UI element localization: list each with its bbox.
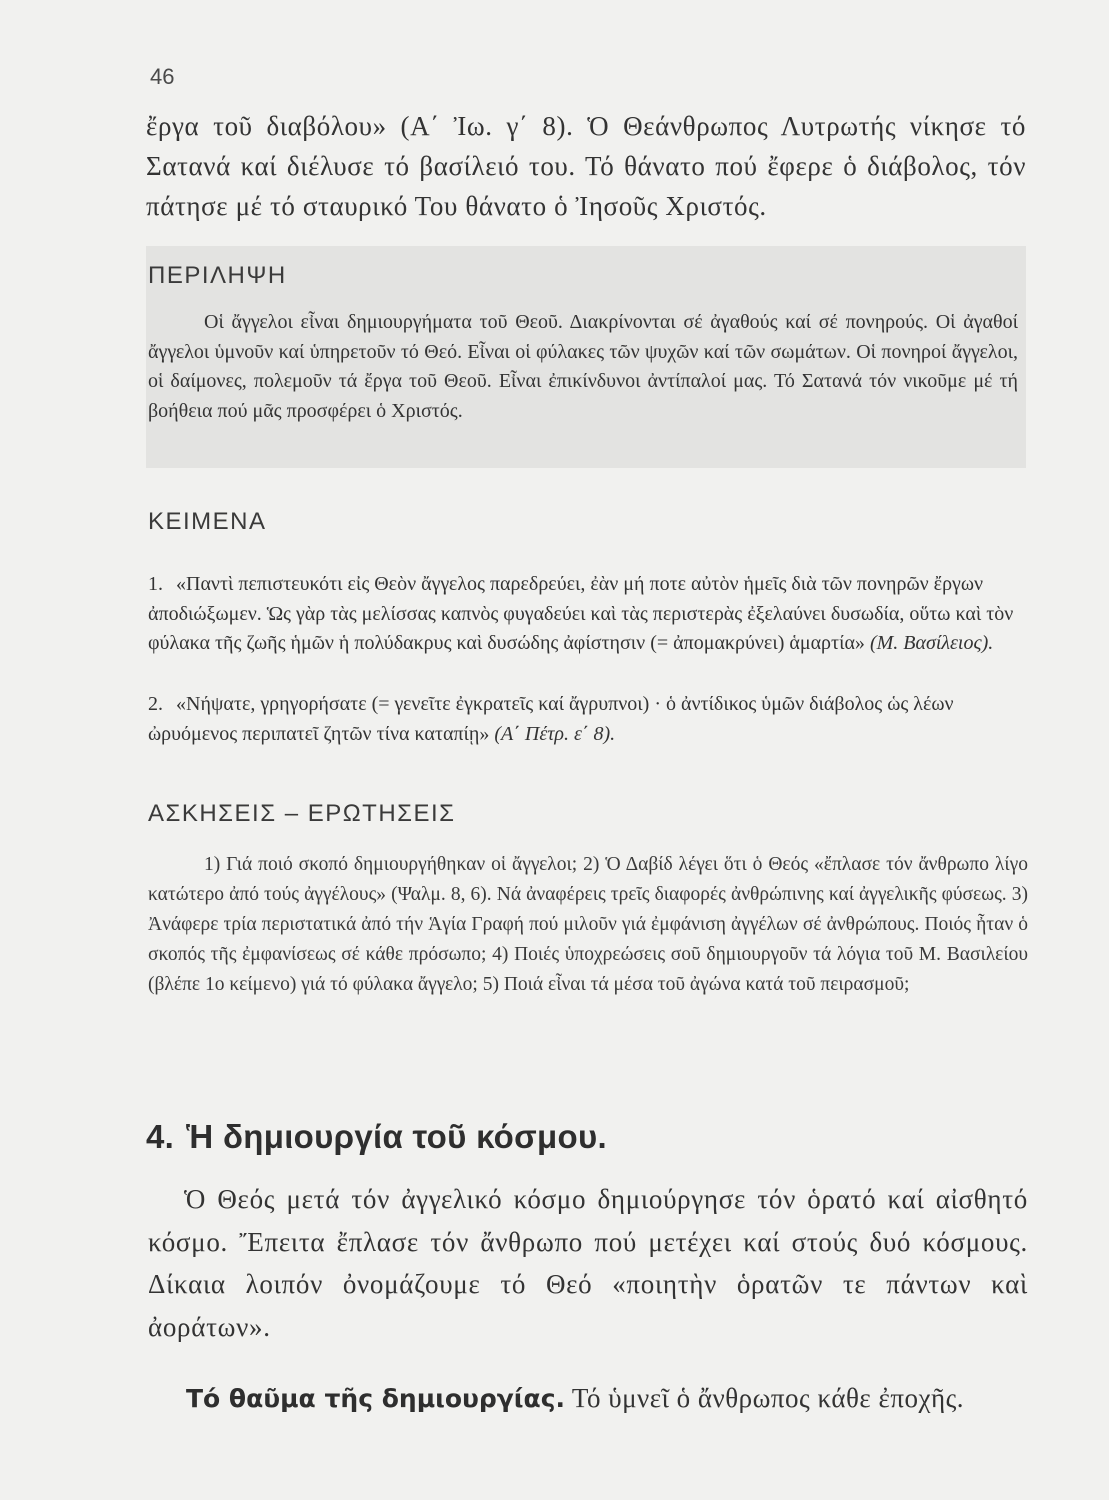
- wonder-text: Τό ὑμνεῖ ὁ ἄνθρωπος κάθε ἐποχῆς.: [571, 1383, 965, 1413]
- text-item-citation: (Μ. Βασίλειος).: [869, 632, 994, 654]
- chapter-title-text: Ἡ δημιουργία τοῦ κόσμου.: [186, 1118, 607, 1155]
- text-item-number: 1.: [148, 573, 163, 595]
- text-item-body: «Νήψατε, γρηγορήσατε (= γενεῖτε ἐγκρατεῖς καί ἄγρυπνοι) · ὁ ἀντίδικος ὑμῶν διάβολος ὡς λέων ὠρυόμενος περιπατεῖ ζητῶν τίνα καταπίῃ»: [148, 693, 954, 745]
- chapter-number: 4.: [146, 1118, 175, 1155]
- chapter-paragraph: Ὁ Θεός μετά τόν ἀγγελικό κόσμο δημιούργησε τόν ὁρατό καί αἰσθητό κόσμο. Ἔπειτα ἔπλασε τόν ἄνθρωπο πού μετέχει καί στούς δυό κόσμους. Δίκαια λοιπόν ὀνομάζουμε τό Θεό «ποιητὴν ὁρατῶν τε πάντων καὶ ἀοράτων».: [148, 1184, 1028, 1342]
- text-item-1: [148, 570, 1028, 659]
- wonder-lead: Τό θαῦμα τῆς δημιουργίας.: [186, 1384, 566, 1413]
- texts-heading: ΚΕΙΜΕΝΑ: [148, 508, 267, 535]
- text-item-number: 2.: [148, 693, 163, 715]
- chapter-title: [146, 1118, 607, 1156]
- wonder-paragraph: [186, 1378, 1036, 1419]
- text-item-citation: (Α΄ Πέτρ. ε΄ 8).: [494, 722, 616, 745]
- summary-text: Οἱ ἄγγελοι εἶναι δημιουργήματα τοῦ Θεοῦ. Διακρίνονται σέ ἀγαθούς καί σέ πονηρούς. Οἱ ἀγαθοί ἄγγελοι ὑμνοῦν καί ὑπηρετοῦν τό Θεό. Εἶναι οἱ φύλακες τῶν ψυχῶν καί τῶν σωμάτων. Οἱ πονηροί ἄγγελοι, οἱ δαίμονες, πολεμοῦν τά ἔργα τοῦ Θεοῦ. Εἶναι ἐπικίνδυνοι ἀντίπαλοί μας. Τό Σατανά τόν νικοῦμε μέ τή βοήθεια πού μᾶς προσφέρει ὁ Χριστός.: [148, 311, 1018, 422]
- text-item-2: [148, 690, 1028, 749]
- exercises-heading: ΑΣΚΗΣΕΙΣ – ΕΡΩΤΗΣΕΙΣ: [148, 800, 456, 827]
- text-item-body: «Παντὶ πεπιστευκότι εἰς Θεὸν ἄγγελος παρεδρεύει, ἐὰν μή ποτε αὐτὸν ἡμεῖς διὰ τῶν πονηρῶν ἔργων ἀποδιώξωμεν. Ὡς γὰρ τὰς μελίσσας καπνὸς φυγαδεύει καὶ τὰς περιστερὰς ἐξελαύνει δυσωδία, οὕτω καὶ τὸν φύλακα τῆς ζωῆς ἡμῶν ἡ πολύδακρυς καὶ δυσώδης ἀφίστησιν (= ἀπομακρύνει) ἁμαρτία»: [148, 573, 1014, 654]
- page-number: 46: [150, 64, 175, 89]
- intro-paragraph: ἔργα τοῦ διαβόλου» (Α΄ Ἰω. γ΄ 8). Ὁ Θεάνθρωπος Λυτρωτής νίκησε τό Σατανά καί διέλυσε τό βασίλειό του. Τό θάνατο πού ἔφερε ὁ διάβολος, τόν πάτησε μέ τό σταυρικό Του θάνατο ὁ Ἰησοῦς Χριστός.: [146, 111, 1026, 221]
- exercises-text: 1) Γιά ποιό σκοπό δημιουργήθηκαν οἱ ἄγγελοι; 2) Ὁ Δαβίδ λέγει ὅτι ὁ Θεός «ἔπλασε τόν ἄνθρωπο λίγο κατώτερο ἀπό τούς ἀγγέλους» (Ψαλμ. 8, 6). Νά ἀναφέρεις τρεῖς διαφορές ἀνθρώπινης καί ἀγγελικῆς φύσεως. 3) Ἀνάφερε τρία περιστατικά ἀπό τήν Ἁγία Γραφή πού μιλοῦν γιά ἐμφάνιση ἀγγέλων σέ ἀνθρώπους. Ποιός ἦταν ὁ σκοπός τῆς ἐμφανίσεως σέ κάθε πρόσωπο; 4) Ποιές ὑποχρεώσεις σοῦ δημιουργοῦν τά λόγια τοῦ Μ. Βασιλείου (βλέπε 1ο κείμενο) γιά τό φύλακα ἄγγελο; 5) Ποιά εἶναι τά μέσα τοῦ ἀγώνα κατά τοῦ πειρασμοῦ;: [148, 854, 1028, 995]
- summary-heading: ΠΕΡΙΛΗΨΗ: [148, 262, 287, 289]
